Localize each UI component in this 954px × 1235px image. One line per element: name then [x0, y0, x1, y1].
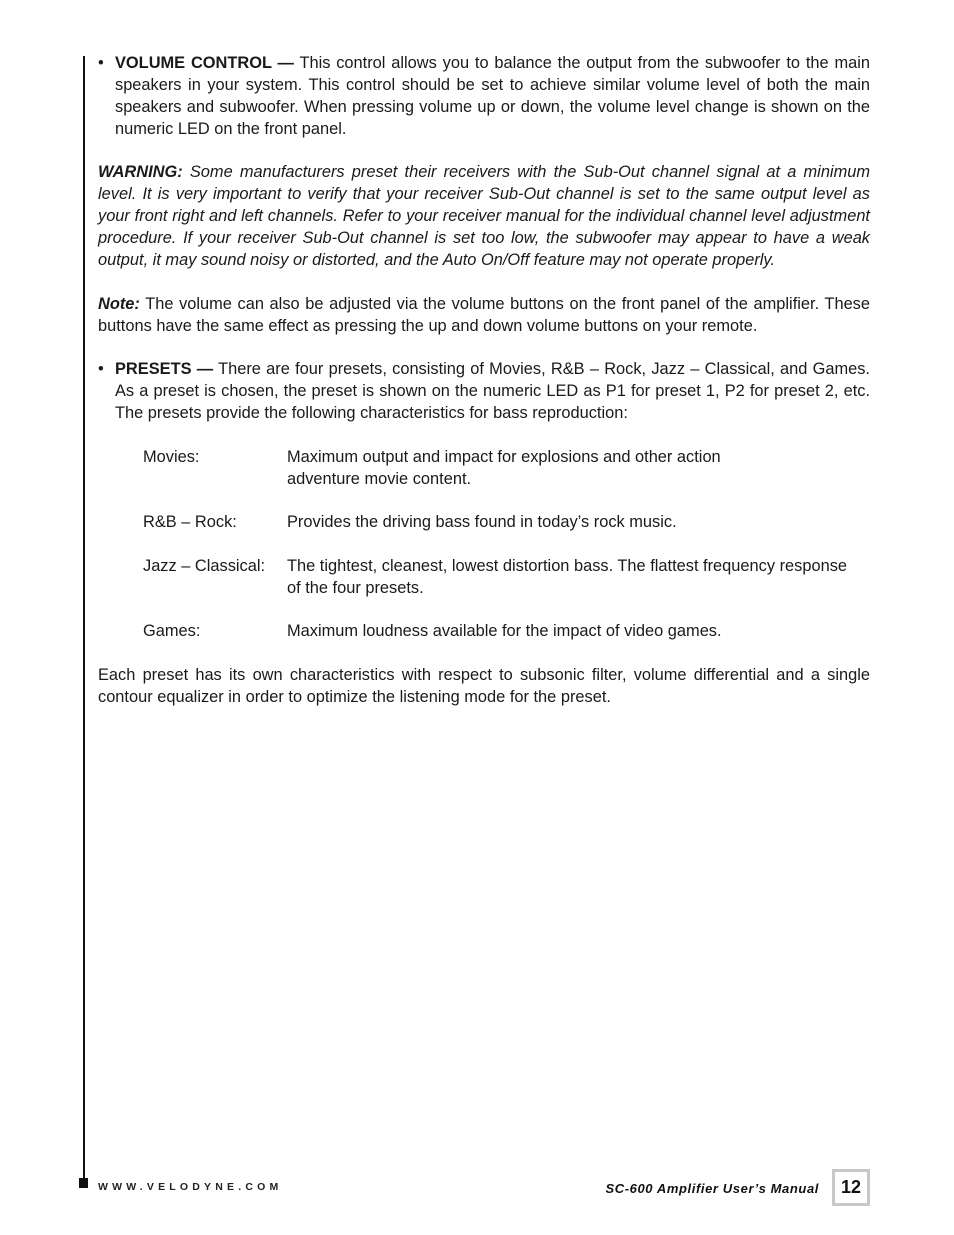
volume-control-heading: VOLUME CONTROL —	[115, 54, 294, 72]
footer-manual-title: SC-600 Amplifier User’s Manual	[605, 1181, 819, 1196]
volume-control-item	[98, 52, 870, 140]
note-label: Note:	[98, 295, 140, 313]
presets-list	[143, 446, 870, 642]
volume-control-text: This control allows you to balance the output from the subwoofer to the main speakers in your system. This control should be set to achieve similar volume level of both the main speakers and subwoofer. When pressing volume up or down, the volume level change is shown on the numeric LED on the front panel.	[115, 54, 870, 138]
note-text: The volume can also be adjusted via the volume buttons on the front panel of the amplifier. These buttons have the same effect as pressing the up and down volume buttons on your remote.	[98, 295, 870, 335]
preset-description: The tightest, cleanest, lowest distortion bass. The flattest frequency response of the four presets.	[287, 557, 848, 597]
preset-description: Maximum output and impact for explosions and other action adventure movie content.	[287, 448, 721, 488]
margin-rule	[83, 56, 85, 1184]
presets-text: There are four presets, consisting of Movies, R&B – Rock, Jazz – Classical, and Games. As a preset is chosen, the preset is shown on the numeric LED as P1 for preset 1, P2 for preset 2, etc. The presets provide the following characteristics for bass reproduction:	[115, 360, 870, 422]
bullet-dot: •	[98, 360, 104, 378]
preset-description: Maximum loudness available for the impact of video games.	[287, 622, 722, 640]
preset-name: Movies:	[143, 448, 200, 466]
preset-name: R&B – Rock:	[143, 513, 237, 531]
warning-label: WARNING:	[98, 163, 183, 181]
margin-rule-marker	[79, 1178, 88, 1188]
note-paragraph	[98, 293, 870, 337]
preset-description: Provides the driving bass found in today’s rock music.	[287, 513, 677, 531]
preset-name: Games:	[143, 622, 201, 640]
page-number: 12	[832, 1169, 870, 1206]
preset-row-rnb-rock	[143, 511, 870, 533]
presets-item	[98, 358, 870, 424]
footer-url: WWW.VELODYNE.COM	[98, 1181, 283, 1193]
warning-text: Some manufacturers preset their receivers with the Sub-Out channel signal at a minimum level. It is very important to verify that your receiver Sub-Out channel is set to the same output level as your front right and left channels. Refer to your receiver manual for the individual channel level adjustment procedure. If your receiver Sub-Out channel is set too low, the subwoofer may appear to have a weak output, it may sound noisy or distorted, and the Auto On/Off feature may not operate properly.	[98, 163, 870, 269]
warning-paragraph	[98, 161, 870, 271]
closing-paragraph: Each preset has its own characteristics with respect to subsonic filter, volume differential and a single contour equalizer in order to optimize the listening mode for the preset.	[98, 666, 870, 706]
preset-name: Jazz – Classical:	[143, 557, 266, 575]
presets-heading: PRESETS —	[115, 360, 214, 378]
preset-row-games	[143, 620, 870, 642]
bullet-dot: •	[98, 54, 104, 72]
page-body	[98, 52, 870, 708]
preset-row-movies	[143, 446, 870, 490]
preset-row-jazz-classical	[143, 555, 870, 599]
